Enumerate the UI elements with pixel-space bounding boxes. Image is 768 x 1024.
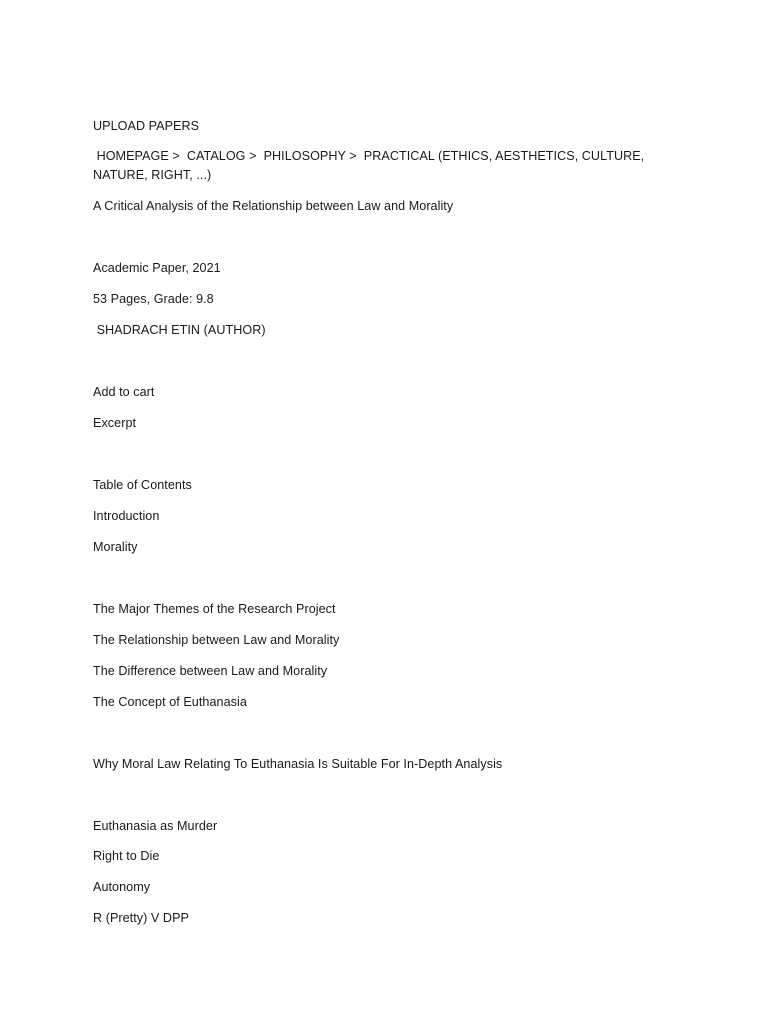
- toc-item[interactable]: The Major Themes of the Research Project: [93, 602, 336, 616]
- toc-item[interactable]: R (Pretty) V DPP: [93, 911, 189, 925]
- paper-title: A Critical Analysis of the Relationship between Law and Morality: [93, 199, 454, 213]
- toc-item[interactable]: The Difference between Law and Morality: [93, 664, 328, 678]
- excerpt-link[interactable]: Excerpt: [93, 416, 137, 430]
- toc-item[interactable]: Morality: [93, 540, 138, 554]
- paper-author[interactable]: SHADRACH ETIN (AUTHOR): [93, 323, 266, 337]
- toc-item[interactable]: Right to Die: [93, 849, 160, 863]
- toc-item[interactable]: Why Moral Law Relating To Euthanasia Is Suitable For In-Depth Analysis: [93, 757, 503, 771]
- toc-item[interactable]: Euthanasia as Murder: [93, 819, 218, 833]
- toc-item[interactable]: Autonomy: [93, 880, 151, 894]
- toc-heading: Table of Contents: [93, 478, 192, 492]
- toc-item[interactable]: Introduction: [93, 509, 160, 523]
- toc-item[interactable]: The Concept of Euthanasia: [93, 695, 247, 709]
- paper-pages-grade: 53 Pages, Grade: 9.8: [93, 292, 214, 306]
- add-to-cart-button[interactable]: Add to cart: [93, 385, 155, 399]
- breadcrumb[interactable]: HOMEPAGE > CATALOG > PHILOSOPHY > PRACTICAL (ETHICS, AESTHETICS, CULTURE, NATURE, RIGHT, ...): [93, 149, 648, 182]
- upload-papers-link[interactable]: UPLOAD PAPERS: [93, 119, 200, 133]
- paper-type-year: Academic Paper, 2021: [93, 261, 221, 275]
- toc-item[interactable]: The Relationship between Law and Morality: [93, 633, 340, 647]
